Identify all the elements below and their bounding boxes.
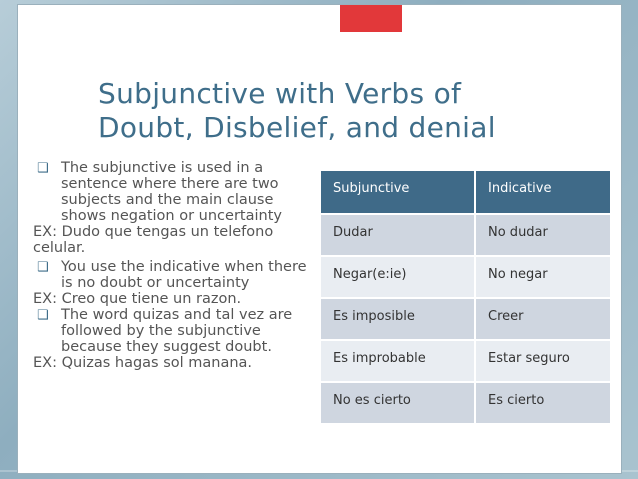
table-cell: No negar [475, 256, 611, 298]
title-line-2: Doubt, Disbelief, and denial [98, 111, 496, 144]
list-item-example [33, 355, 317, 371]
verb-table [321, 171, 612, 423]
bullet-icon: ❑ [37, 260, 49, 275]
list-item-bullet [37, 160, 317, 224]
table-header-subjunctive: Subjunctive [321, 171, 475, 214]
bullet-icon: ❑ [37, 161, 49, 176]
example-text: EX: Quizas hagas sol manana. [33, 355, 253, 371]
bullet-icon: ❑ [37, 308, 49, 323]
table-header-indicative: Indicative [475, 171, 611, 214]
table-header-row [321, 171, 611, 214]
bullet-text: The subjunctive is used in a sentence where there are two subjects and the main clause shows negation or uncertainty [61, 160, 282, 224]
example-text: EX: Dudo que tengas un telefono celular. [33, 224, 274, 256]
table-cell: Estar seguro [475, 340, 611, 382]
table-row [321, 340, 611, 382]
list-item-example [33, 291, 317, 307]
title-line-1: Subjunctive with Verbs of [98, 77, 462, 110]
table-cell: Es cierto [475, 382, 611, 423]
slide-title [98, 77, 568, 145]
table-row [321, 298, 611, 340]
table-cell: Dudar [321, 214, 475, 256]
table-cell: Es improbable [321, 340, 475, 382]
table-row [321, 214, 611, 256]
list-item-bullet [37, 307, 317, 355]
list-item-example [33, 224, 317, 256]
bullet-text: You use the indicative when there is no doubt or uncertainty [61, 259, 307, 291]
table-cell: No es cierto [321, 382, 475, 423]
table-row [321, 256, 611, 298]
bullet-text: The word quizas and tal vez are followed by the subjunctive because they suggest doubt. [61, 307, 293, 355]
table-cell: Es imposible [321, 298, 475, 340]
list-item-bullet [37, 259, 317, 291]
example-text: EX: Creo que tiene un razon. [33, 291, 242, 307]
table-cell: Negar(e:ie) [321, 256, 475, 298]
table-cell: Creer [475, 298, 611, 340]
table-row [321, 382, 611, 423]
content-list [33, 160, 317, 371]
accent-tab [340, 5, 402, 32]
table-cell: No dudar [475, 214, 611, 256]
